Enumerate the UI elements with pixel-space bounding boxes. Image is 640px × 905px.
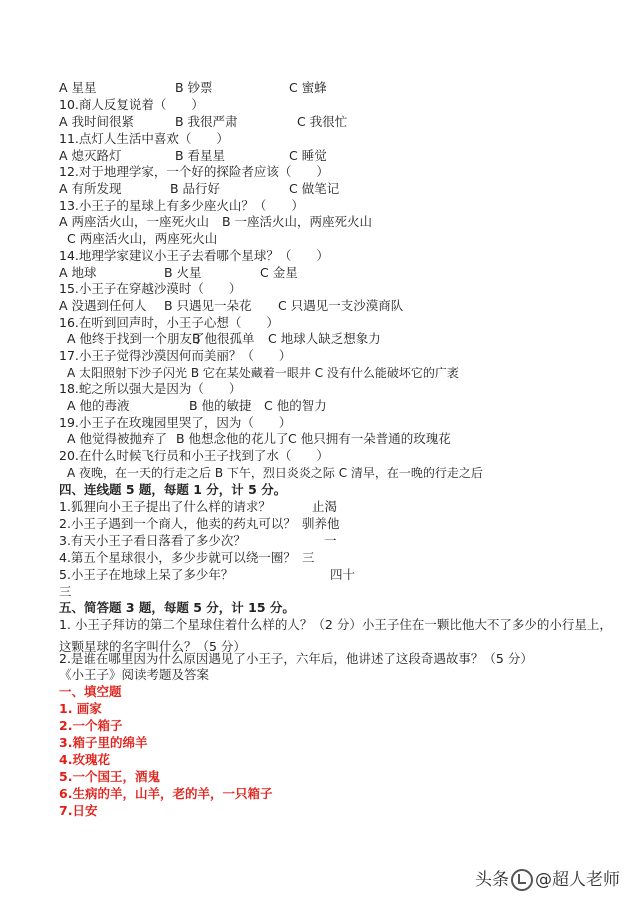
answer-subheading: 一、填空题 bbox=[59, 684, 122, 699]
q9-option-a: A 星星 bbox=[59, 80, 97, 95]
matching-answer: 一 bbox=[324, 533, 337, 548]
q14-option-c: C 金星 bbox=[260, 265, 298, 280]
short-answer-1: 1. 小王子拜访的第二个星球住着什么样的人？（2 分）小王子住在一颗比他大不了多少的小行星上，这颗星球的名字叫什么？（5 分） bbox=[59, 617, 612, 654]
matching-question: 5.小王子在地球上呆了多少年？ bbox=[59, 567, 234, 582]
section-4-title: 四、连线题 5 题，每题 1 分，计 5 分。 bbox=[59, 482, 287, 497]
q17-options: A 太阳照射下沙子闪光 B 它在某处藏着一眼井 C 没有什么能破坏它的广袤 bbox=[67, 366, 459, 380]
q18-option-a: A 他的毒液 bbox=[67, 398, 130, 413]
q15-option-c: C 只遇见一支沙漠商队 bbox=[278, 298, 404, 313]
matching-answer: 四十 bbox=[330, 567, 356, 582]
matching-answer: 驯养他 bbox=[302, 516, 340, 531]
matching-answer: 止渴 bbox=[312, 499, 338, 514]
watermark-handle: @超人老师 bbox=[535, 870, 620, 890]
answer-item: 5.一个国王，酒鬼 bbox=[59, 769, 160, 784]
answer-item: 6.生病的羊，山羊，老的羊，一只箱子 bbox=[59, 786, 273, 801]
answer-item: 4.玫瑰花 bbox=[59, 752, 110, 767]
q17-stem: 17.小王子觉得沙漠因何而美丽？（ ） bbox=[59, 348, 292, 363]
matching-question: 4.第五个星球很小，多少步就可以绕一圈？ bbox=[59, 550, 296, 565]
q20-options: A 夜晚，在一天的行走之后 B 下午，烈日炎炎之际 C 清早，在一晚的行走之后 bbox=[67, 466, 483, 480]
q18-option-b: B 他的敏捷 bbox=[189, 398, 252, 413]
q12-option-b: B 品行好 bbox=[170, 181, 221, 196]
q13-stem: 13.小王子的星球上有多少座火山？（ ） bbox=[59, 198, 304, 213]
q18-option-c: C 他的智力 bbox=[264, 398, 327, 413]
q11-option-c: C 睡觉 bbox=[289, 148, 327, 163]
matching-question: 1.狐狸向小王子提出了什么样的请求？ bbox=[59, 499, 271, 514]
q19-option-c: C 他只拥有一朵普通的玫瑰花 bbox=[288, 431, 451, 446]
q10-option-c: C 我很忙 bbox=[297, 114, 348, 129]
q19-option-a: A 他觉得被抛弃了 bbox=[67, 431, 168, 446]
answer-heading: 《小王子》阅读考题及答案 bbox=[59, 667, 210, 682]
q16-option-b: B 他很孤单 bbox=[192, 331, 255, 346]
q16-stem: 16.在听到回声时，小王子心想（ ） bbox=[59, 315, 279, 330]
q18-stem: 18.蛇之所以强大是因为（ ） bbox=[59, 381, 242, 396]
watermark-brand: 头条 bbox=[475, 870, 509, 890]
q14-stem: 14.地理学家建议小王子去看哪个星球？（ ） bbox=[59, 248, 329, 263]
answer-item: 3.箱子里的绵羊 bbox=[59, 735, 148, 750]
q10-option-a: A 我时间很紧 bbox=[59, 114, 135, 129]
q12-option-c: C 做笔记 bbox=[289, 181, 340, 196]
q13-option-a: A 两座活火山，一座死火山 bbox=[59, 214, 210, 229]
q16-option-c: C 地球人缺乏想象力 bbox=[268, 331, 381, 346]
q14-option-a: A 地球 bbox=[59, 265, 97, 280]
q11-option-a: A 熄灭路灯 bbox=[59, 148, 122, 163]
q12-option-a: A 有所发现 bbox=[59, 181, 122, 196]
q19-option-b: B 他想念他的花儿了 bbox=[176, 431, 289, 446]
q16-option-a: A 他终于找到一个朋友了 bbox=[67, 331, 205, 346]
matching-answer: 三 bbox=[302, 550, 315, 565]
answer-item: 7.日安 bbox=[59, 803, 98, 818]
q13-option-b: B 一座活火山，两座死火山 bbox=[222, 214, 373, 229]
q13-option-c: C 两座活火山，两座死火山 bbox=[67, 231, 218, 246]
q14-option-b: B 火星 bbox=[164, 265, 202, 280]
short-answer-2: 2.是谁在哪里因为什么原因遇见了小王子，六年后，他讲述了这段奇遇故事？（5 分） bbox=[59, 651, 533, 666]
answer-item: 2.一个箱子 bbox=[59, 718, 123, 733]
stray-text: 三 bbox=[59, 584, 72, 599]
q10-stem: 10.商人反复说着（ ） bbox=[59, 97, 204, 112]
q11-stem: 11.点灯人生活中喜欢（ ） bbox=[59, 131, 229, 146]
q9-option-c: C 蜜蜂 bbox=[289, 80, 327, 95]
q12-stem: 12.对于地理学家，一个好的探险者应该（ ） bbox=[59, 164, 329, 179]
q10-option-b: B 我很严肃 bbox=[175, 114, 238, 129]
answer-item: 1. 画家 bbox=[59, 701, 102, 716]
q15-option-b: B 只遇见一朵花 bbox=[164, 298, 252, 313]
toutiao-logo-icon bbox=[511, 869, 533, 891]
q15-option-a: A 没遇到任何人 bbox=[59, 298, 147, 313]
q15-stem: 15.小王子在穿越沙漠时（ ） bbox=[59, 281, 242, 296]
q9-option-b: B 钞票 bbox=[175, 80, 213, 95]
watermark bbox=[475, 865, 620, 891]
matching-question: 3.有天小王子看日落看了多少次？ bbox=[59, 533, 246, 548]
section-5-title: 五、简答题 3 题，每题 5 分，计 15 分。 bbox=[59, 600, 295, 615]
matching-question: 2.小王子遇到一个商人，他卖的药丸可以？ bbox=[59, 516, 296, 531]
q20-stem: 20.在什么时候飞行员和小王子找到了水（ ） bbox=[59, 448, 329, 463]
q11-option-b: B 看星星 bbox=[175, 148, 226, 163]
q19-stem: 19.小王子在玫瑰园里哭了，因为（ ） bbox=[59, 415, 292, 430]
